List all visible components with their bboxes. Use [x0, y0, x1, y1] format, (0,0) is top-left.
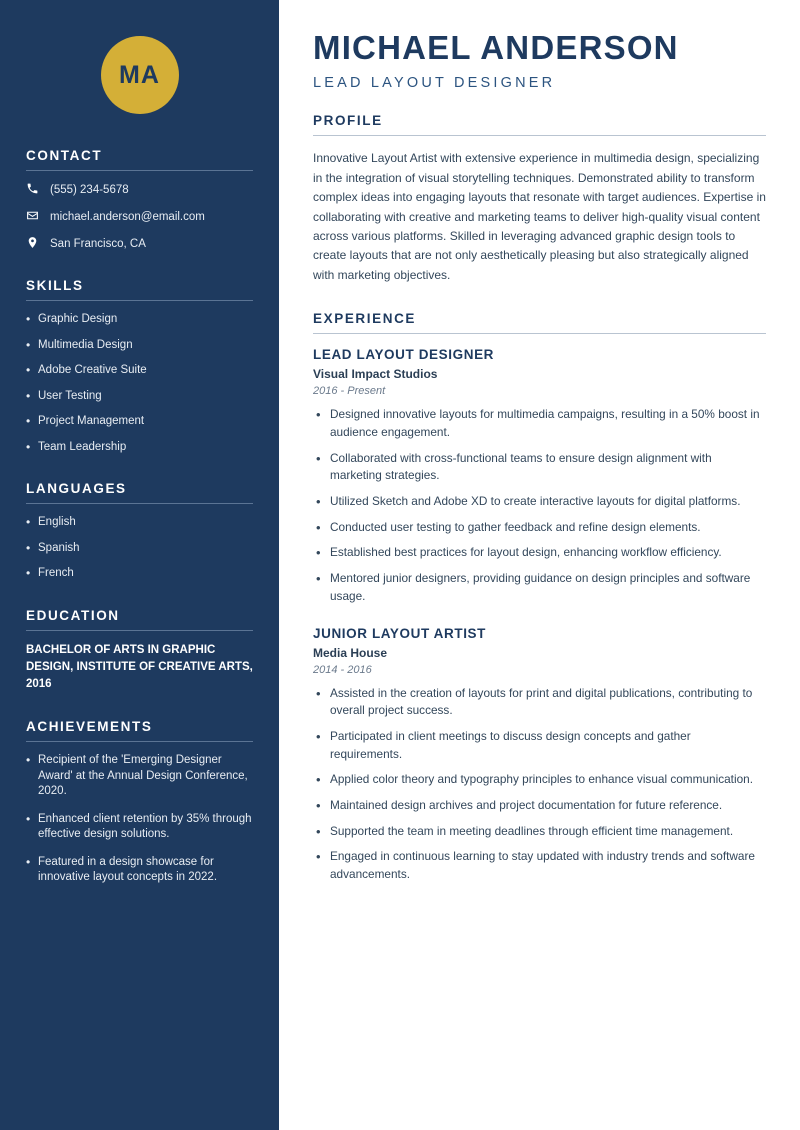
experience-bullets [313, 685, 766, 884]
achievements-section [26, 719, 253, 886]
skills-section [26, 278, 253, 455]
contact-location-row [26, 236, 253, 252]
list-item: • Spanish [26, 541, 253, 557]
experience-company: Visual Impact Studios [313, 367, 438, 382]
experience-section [313, 311, 766, 883]
list-item: • English [26, 515, 253, 531]
list-item: • Collaborated with cross-functional teams to ensure design alignment with marketing strategies. [313, 450, 766, 485]
experience-dates: 2014 - 2016 [313, 663, 372, 676]
list-item: • Applied color theory and typography principles to enhance visual communication. [313, 771, 766, 789]
job-role-subtitle: LEAD LAYOUT DESIGNER [313, 75, 556, 92]
list-item: • Project Management [26, 414, 253, 430]
languages-heading: LANGUAGES [26, 481, 253, 504]
contact-phone-row [26, 182, 253, 198]
experience-company: Media House [313, 645, 388, 660]
list-item: • Adobe Creative Suite [26, 363, 253, 379]
experience-title: LEAD LAYOUT DESIGNER [313, 347, 495, 363]
contact-email-row [26, 209, 253, 225]
experience-heading: EXPERIENCE [313, 311, 766, 334]
sidebar [0, 0, 279, 1130]
list-item: • Assisted in the creation of layouts for print and digital publications, contributing to overall project success. [313, 685, 766, 720]
list-item: • French [26, 566, 253, 582]
avatar: MA [101, 36, 179, 114]
education-heading: EDUCATION [26, 608, 253, 631]
list-item: • Team Leadership [26, 440, 253, 456]
list-item: • Mentored junior designers, providing guidance on design principles and software usage. [313, 570, 766, 605]
list-item: • Graphic Design [26, 312, 253, 328]
avatar-container [0, 0, 279, 148]
list-item: • Supported the team in meeting deadlines through efficient time management. [313, 823, 766, 841]
list-item: • Enhanced client retention by 35% through effective design solutions. [26, 812, 253, 843]
achievements-list [26, 753, 253, 886]
profile-text: Innovative Layout Artist with extensive experience in multimedia design, specializing in the integration of visual storytelling techniques. Demonstrated ability to transform complex ideas into engaging layouts that resonate with target audiences. Expertise in collaborating with creative and marketing teams to deliver high-quality visual content across various platforms. Skilled in leveraging advanced graphic design tools to create layouts that are not only aesthetically pleasing but also strategically aligned with marketing objectives. [313, 151, 766, 282]
list-item: • User Testing [26, 389, 253, 405]
achievements-heading: ACHIEVEMENTS [26, 719, 253, 742]
contact-heading: CONTACT [26, 148, 253, 171]
contact-phone-text: (555) 234-5678 [50, 184, 129, 196]
contact-location-text: San Francisco, CA [50, 238, 146, 250]
list-item: • Recipient of the 'Emerging Designer Award' at the Annual Design Conference, 2020. [26, 753, 253, 800]
education-entry: BACHELOR OF ARTS IN GRAPHIC DESIGN, INSTITUTE OF CREATIVE ARTS, 2016 [26, 643, 253, 691]
main-content [279, 0, 800, 1130]
list-item: • Featured in a design showcase for innovative layout concepts in 2022. [26, 855, 253, 886]
list-item: • Multimedia Design [26, 338, 253, 354]
page-title: MICHAEL ANDERSON [313, 29, 679, 66]
list-item: • Participated in client meetings to discuss design concepts and gather requirements. [313, 728, 766, 763]
list-item: • Established best practices for layout design, enhancing workflow efficiency. [313, 544, 766, 562]
list-item: • Maintained design archives and project documentation for future reference. [313, 797, 766, 815]
list-item: • Designed innovative layouts for multimedia campaigns, resulting in a 50% boost in audience engagement. [313, 406, 766, 441]
contact-email-text: michael.anderson@email.com [50, 211, 205, 223]
profile-heading: PROFILE [313, 113, 766, 136]
list-item: • Conducted user testing to gather feedback and refine design elements. [313, 519, 766, 537]
contact-section [26, 148, 253, 252]
phone-icon [26, 182, 39, 198]
list-item: • Utilized Sketch and Adobe XD to create interactive layouts for digital platforms. [313, 493, 766, 511]
experience-title: JUNIOR LAYOUT ARTIST [313, 625, 487, 641]
experience-entry [313, 626, 766, 884]
list-item: • Engaged in continuous learning to stay updated with industry trends and software advancements. [313, 848, 766, 883]
languages-list [26, 515, 253, 582]
skills-list [26, 312, 253, 455]
skills-heading: SKILLS [26, 278, 253, 301]
profile-section [313, 113, 766, 285]
education-section [26, 608, 253, 694]
languages-section [26, 481, 253, 582]
sidebar-content [0, 148, 279, 886]
experience-entry [313, 347, 766, 605]
experience-bullets [313, 406, 766, 605]
email-icon [26, 209, 39, 225]
location-pin-icon [26, 236, 39, 252]
experience-dates: 2016 - Present [313, 385, 386, 398]
